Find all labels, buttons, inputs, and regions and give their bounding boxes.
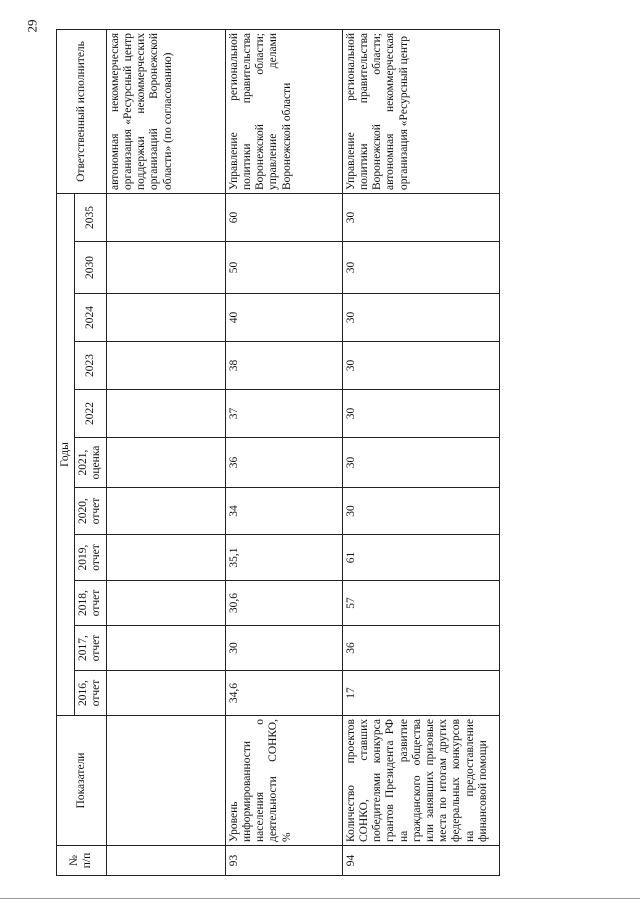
row-value: 30: [342, 390, 499, 438]
row-value: [106, 488, 225, 535]
row-responsible: автономная некоммерческая организация «Ресурсный центр поддержки некоммерческих организаций Воронежской области» (по согласованию): [106, 29, 225, 193]
row-responsible: Управление региональной политики правительства Воронежской области; управление делами Воронежской области: [225, 29, 342, 193]
row-value: 30: [225, 626, 342, 671]
row-number: 94: [342, 846, 499, 876]
year-header: 2022: [75, 390, 106, 438]
row-value: [106, 581, 225, 626]
row-value: [106, 535, 225, 581]
row-value: 30: [342, 294, 499, 342]
row-value: 36: [225, 438, 342, 488]
row-value: [106, 671, 225, 716]
year-header: 2024: [75, 294, 106, 342]
row-value: 30,6: [225, 581, 342, 626]
year-header: 2021, оценка: [75, 438, 106, 488]
row-value: 60: [225, 193, 342, 241]
row-value: [106, 438, 225, 488]
table-row: [342, 29, 499, 875]
row-value: 40: [225, 294, 342, 342]
row-value: 30: [342, 438, 499, 488]
table-row: [106, 29, 225, 875]
row-number: 93: [225, 846, 342, 876]
row-value: 57: [342, 581, 499, 626]
row-indicator: [106, 716, 225, 846]
row-number: [106, 846, 225, 876]
indicators-table: [56, 29, 500, 876]
row-value: 37: [225, 390, 342, 438]
row-indicator: Уровень информированности населения о деятельности СОНКО, %: [225, 716, 342, 846]
row-value: [106, 242, 225, 294]
row-value: 30: [342, 193, 499, 241]
row-value: 61: [342, 535, 499, 581]
year-header: 2023: [75, 342, 106, 390]
row-value: 35,1: [225, 535, 342, 581]
header-years: Годы: [57, 193, 75, 715]
bottom-rule: [0, 898, 640, 899]
header-indicators: Показатели: [57, 716, 107, 846]
row-value: 34: [225, 488, 342, 535]
row-value: [106, 342, 225, 390]
row-value: 38: [225, 342, 342, 390]
row-value: [106, 193, 225, 241]
year-header: 2020, отчет: [75, 488, 106, 535]
row-value: 30: [342, 488, 499, 535]
row-value: 17: [342, 671, 499, 716]
year-header: 2019, отчет: [75, 535, 106, 581]
row-value: 50: [225, 242, 342, 294]
row-value: 34,6: [225, 671, 342, 716]
row-value: [106, 294, 225, 342]
page-number: 29: [24, 19, 40, 33]
year-header: 2018, отчет: [75, 581, 106, 626]
year-header: 2035: [75, 193, 106, 241]
year-header: 2030: [75, 242, 106, 294]
row-indicator: Количество проектов СОНКО, ставших победителями конкурса грантов Президента РФ на развитие гражданского общества или занявших призовые места по итогам других федеральных конкурсов на предоставление финансовой помощи: [342, 716, 499, 846]
year-header: 2017, отчет: [75, 626, 106, 671]
rotated-table-area: [56, 30, 640, 869]
header-number: № п/п: [57, 846, 107, 876]
header-responsible: Ответственный исполнитель: [57, 29, 107, 193]
row-value: [106, 626, 225, 671]
row-value: 30: [342, 242, 499, 294]
table-row: [225, 29, 342, 875]
year-header: 2016, отчет: [75, 671, 106, 716]
row-responsible: Управление региональной политики правительства Воронежской области; автономная некоммерческая организация «Ресурсный центр: [342, 29, 499, 193]
row-value: 30: [342, 342, 499, 390]
row-value: 36: [342, 626, 499, 671]
row-value: [106, 390, 225, 438]
